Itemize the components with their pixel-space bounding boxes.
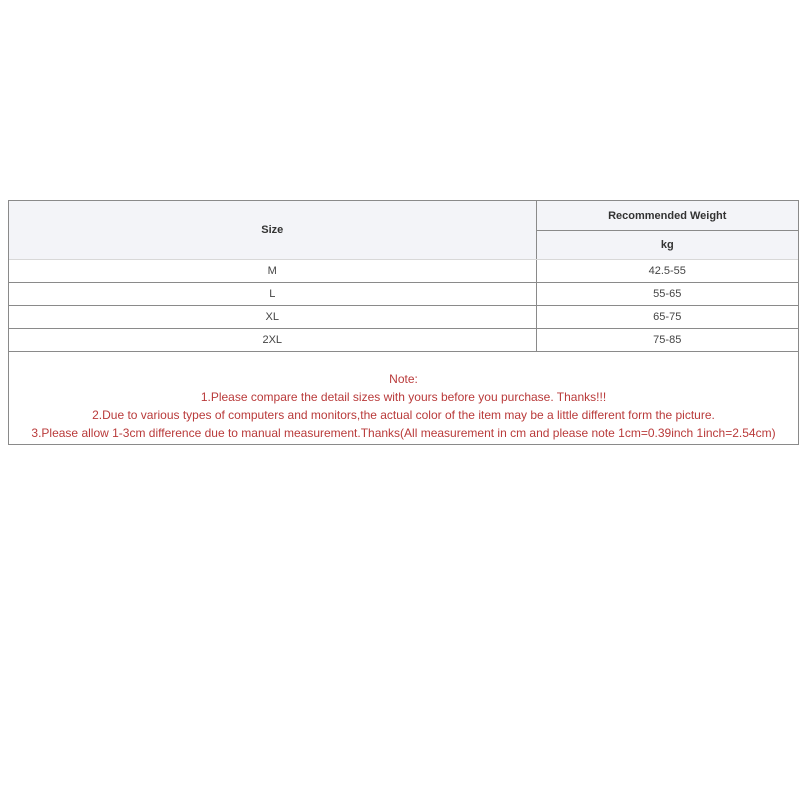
weight-unit-header: kg: [536, 231, 798, 260]
note-line-3: 3.Please allow 1-3cm difference due to manual measurement.Thanks(All measurement in cm and please note 1cm=0.39inch 1inch=2.54cm): [31, 426, 776, 440]
note-line-2: 2.Due to various types of computers and monitors,the actual color of the item may be a little different form the picture.: [92, 408, 715, 422]
table-header-row: [9, 201, 798, 231]
size-cell: M: [9, 260, 536, 283]
weight-column-header: Recommended Weight: [536, 201, 798, 231]
weight-cell: 65-75: [536, 306, 798, 329]
size-cell: XL: [9, 306, 536, 329]
table-row: [9, 283, 798, 306]
table-row: [9, 329, 798, 352]
weight-cell: 55-65: [536, 283, 798, 306]
table-row: [9, 260, 798, 283]
size-column-header: Size: [9, 201, 536, 260]
size-chart: [8, 200, 799, 445]
note-title: Note:: [389, 372, 418, 386]
weight-cell: 75-85: [536, 329, 798, 352]
note-line-1: 1.Please compare the detail sizes with yours before you purchase. Thanks!!!: [200, 390, 607, 404]
weight-cell: 42.5-55: [536, 260, 798, 283]
size-cell: L: [9, 283, 536, 306]
note-section: [9, 352, 798, 444]
size-table: [9, 201, 798, 352]
table-row: [9, 306, 798, 329]
size-cell: 2XL: [9, 329, 536, 352]
